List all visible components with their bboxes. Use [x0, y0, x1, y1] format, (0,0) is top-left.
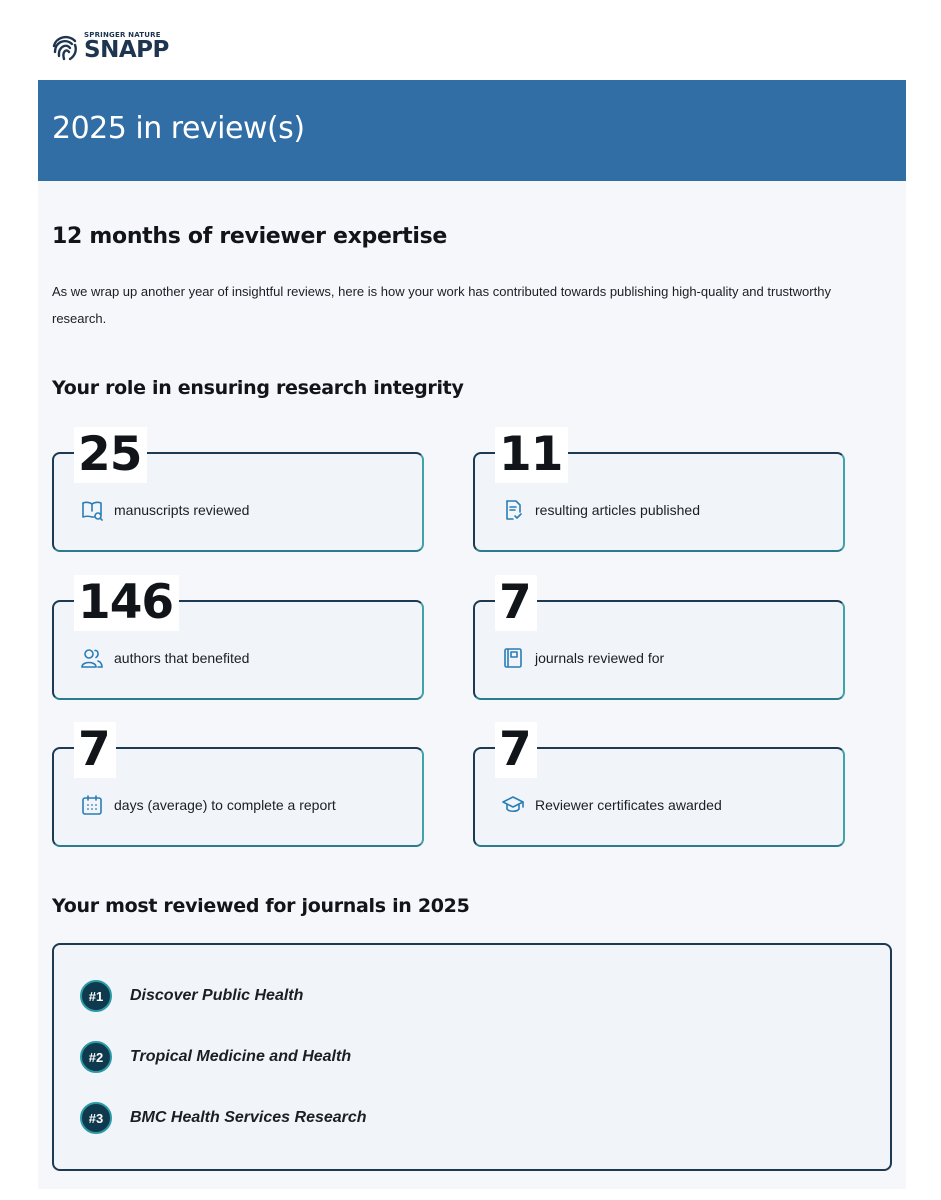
stat-value: 7: [495, 722, 537, 778]
list-item: [80, 1041, 351, 1073]
stat-value: 146: [74, 575, 179, 631]
intro-text: As we wrap up another year of insightful reviews, here is how your work has contributed towards publishing high-quality and trustworthy research.: [52, 284, 831, 326]
calendar-icon: [80, 793, 104, 817]
list-item: [80, 1102, 367, 1134]
springer-nature-snapp-logo[interactable]: [50, 22, 169, 62]
journal-icon: [501, 646, 525, 670]
product-name: SNAPP: [84, 37, 169, 63]
stat-label: manuscripts reviewed: [114, 502, 250, 518]
stat-card-days-to-report: [52, 722, 424, 847]
rank-badge: #1: [80, 980, 112, 1012]
page-title: 2025 in review(s): [52, 111, 305, 146]
users-icon: [80, 646, 104, 670]
stat-label: authors that benefited: [114, 650, 250, 666]
most-reviewed-title: Your most reviewed for journals in 2025: [52, 895, 470, 917]
stat-card-certificates-awarded: [473, 722, 845, 847]
fingerprint-logo-icon: [50, 32, 80, 62]
stat-card-manuscripts-reviewed: [52, 427, 424, 552]
list-item: [80, 980, 303, 1012]
stat-value: 7: [74, 722, 116, 778]
stat-value: 11: [495, 427, 568, 483]
document-check-icon: [501, 498, 525, 522]
stat-label: days (average) to complete a report: [114, 797, 336, 813]
stat-card-journals-reviewed: [473, 575, 845, 700]
content-panel: [38, 181, 906, 1189]
stat-card-authors-benefited: [52, 575, 424, 700]
stat-value: 25: [74, 427, 147, 483]
journal-name: BMC Health Services Research: [130, 1109, 367, 1126]
book-search-icon: [80, 498, 104, 522]
rank-badge: #3: [80, 1102, 112, 1134]
stat-value: 7: [495, 575, 537, 631]
stat-card-articles-published: [473, 427, 845, 552]
most-reviewed-journals-list: [52, 943, 892, 1171]
publisher-name: SPRINGER NATURE: [84, 31, 161, 39]
rank-badge: #2: [80, 1041, 112, 1073]
stat-label: resulting articles published: [535, 502, 700, 518]
stat-label: journals reviewed for: [535, 650, 665, 666]
stat-label: Reviewer certificates awarded: [535, 797, 722, 813]
journal-name: Discover Public Health: [130, 987, 304, 1004]
journal-name: Tropical Medicine and Health: [130, 1048, 352, 1065]
graduation-cap-icon: [501, 793, 525, 817]
intro-title: 12 months of reviewer expertise: [52, 224, 447, 249]
role-section-title: Your role in ensuring research integrity: [52, 377, 464, 399]
header-banner: [38, 80, 906, 181]
